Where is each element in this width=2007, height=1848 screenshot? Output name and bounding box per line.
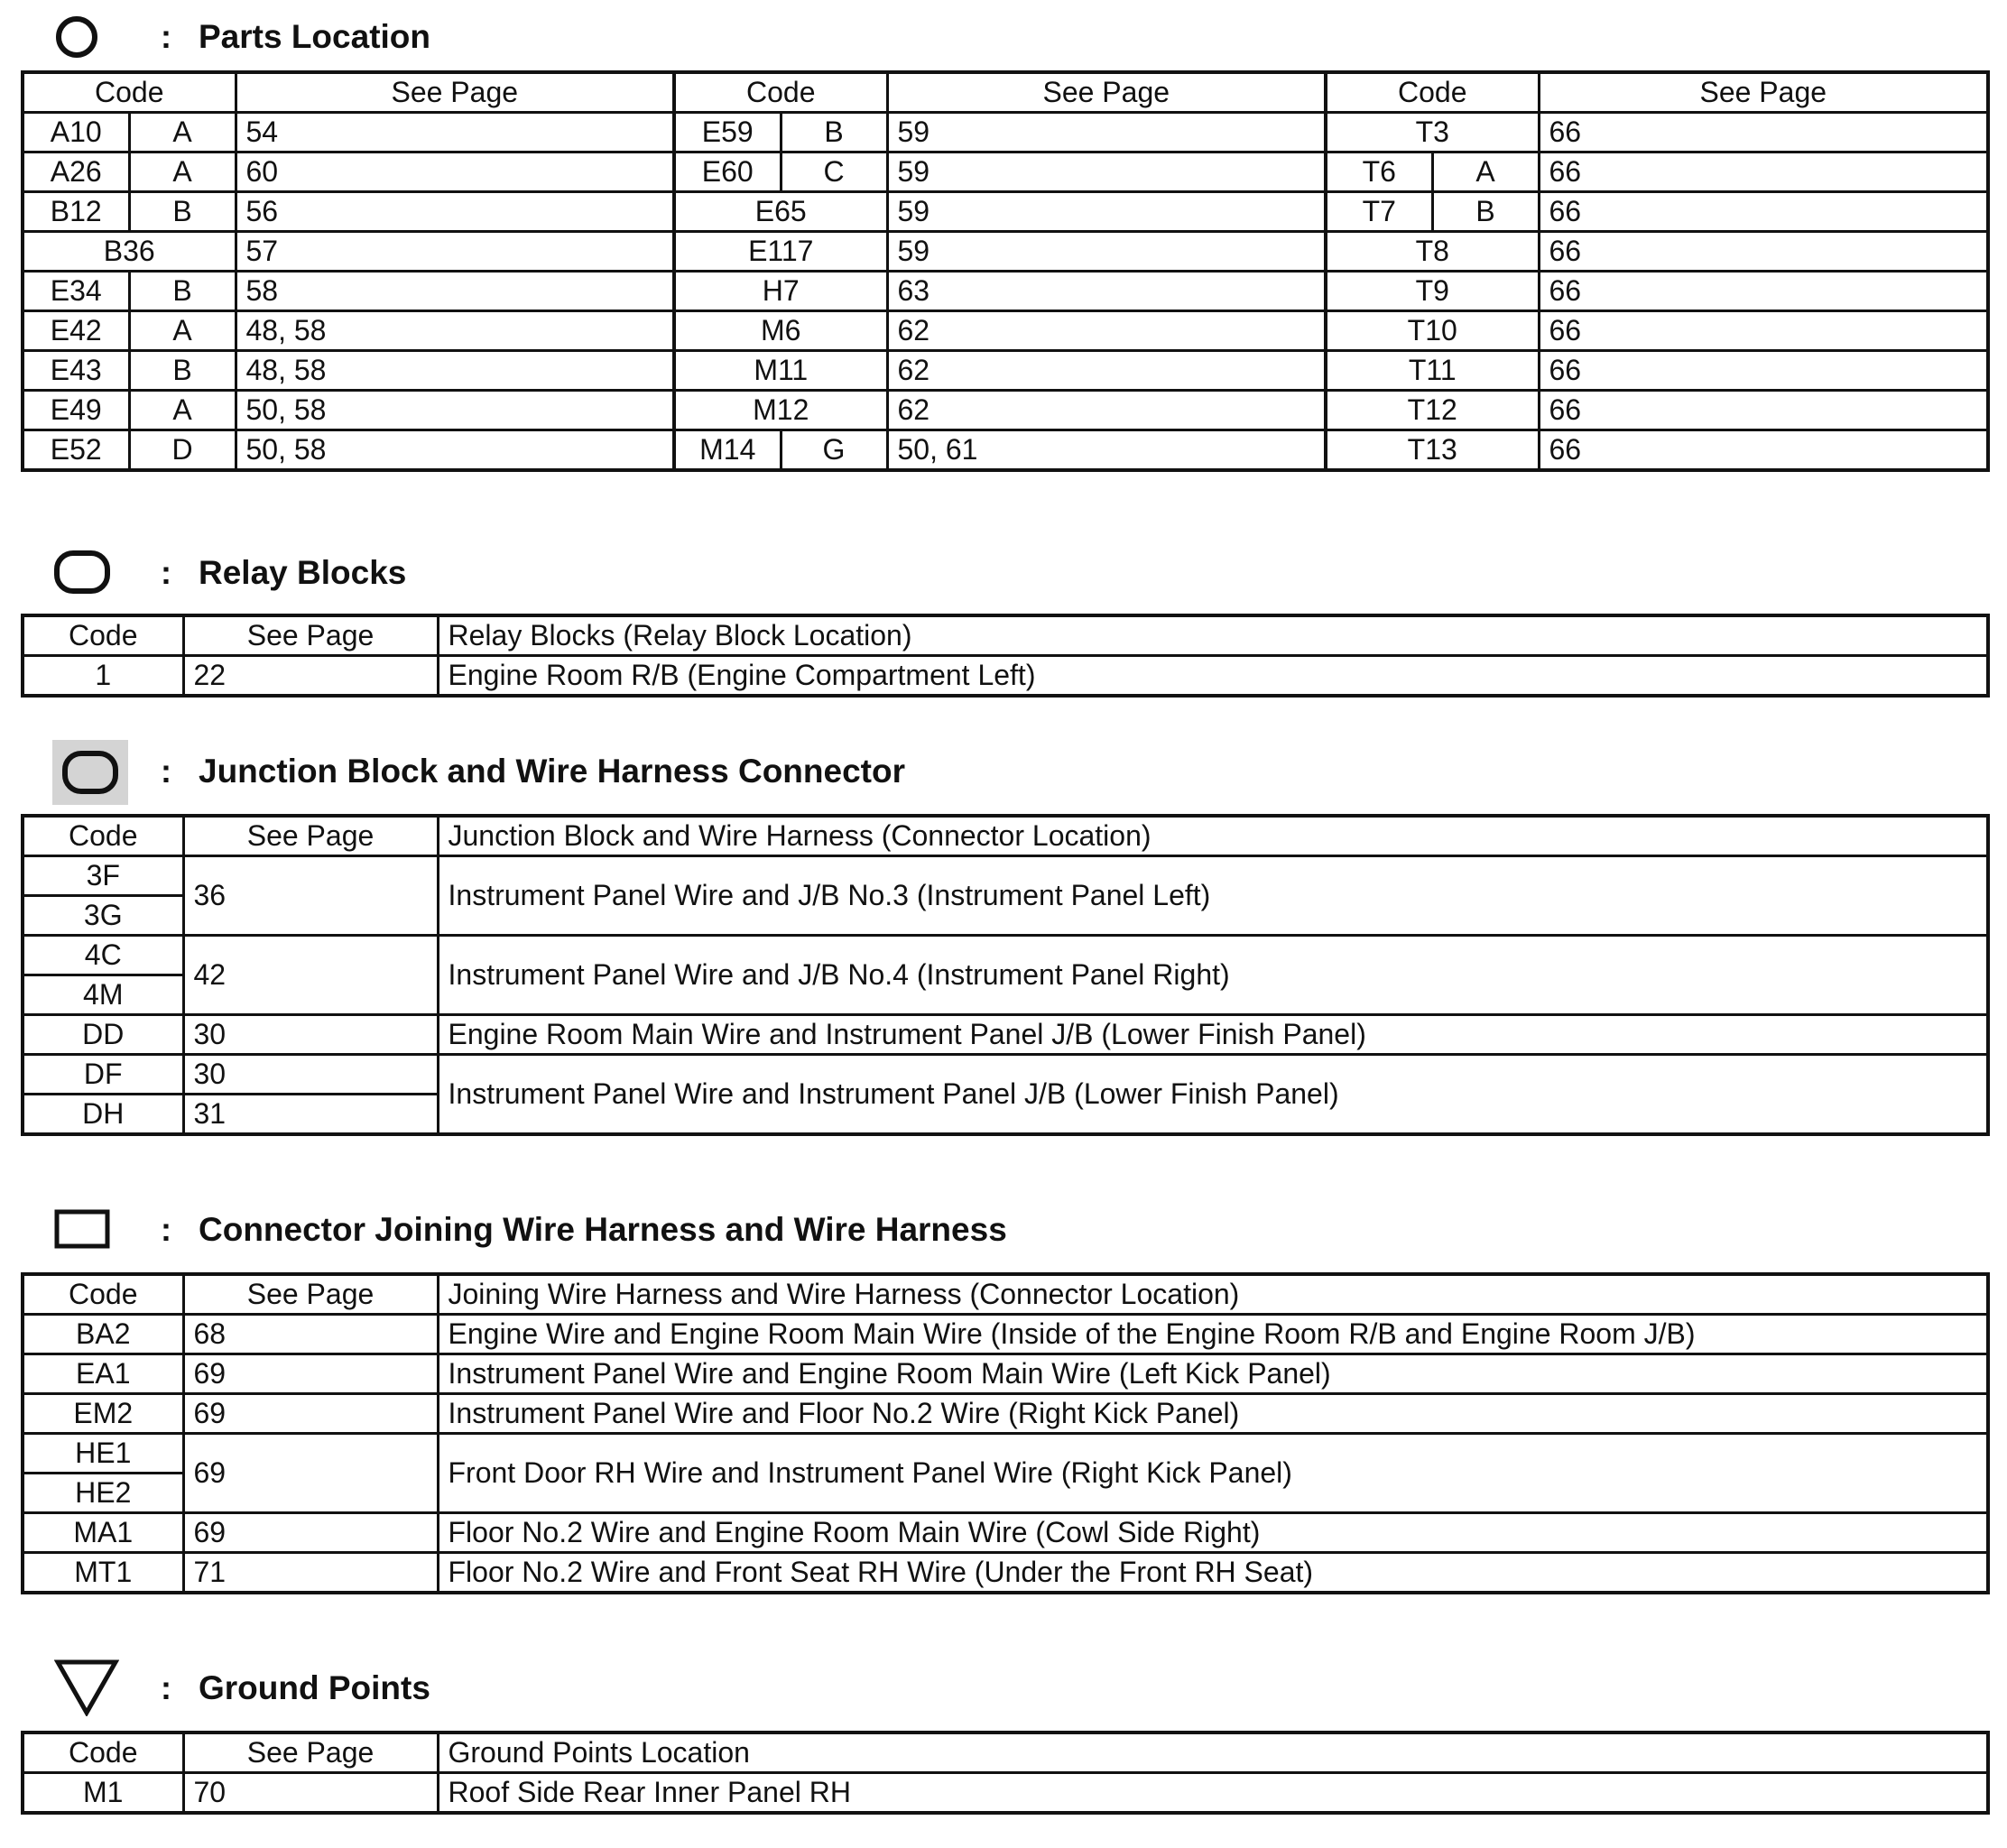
see-page-cell: 69 [183, 1513, 438, 1553]
see-page-cell: 69 [183, 1354, 438, 1394]
code-cell: 3F [23, 856, 183, 896]
location-cell: Instrument Panel Wire and Engine Room Main Wire (Left Kick Panel) [438, 1354, 1988, 1394]
column-header-see-page: See Page [183, 615, 438, 656]
code-cell: E49 [23, 391, 129, 430]
code-cell: EM2 [23, 1394, 183, 1434]
see-page-cell: 62 [887, 351, 1326, 391]
code-cell: 4M [23, 975, 183, 1015]
see-page-cell: 66 [1539, 192, 1988, 232]
see-page-cell: 59 [887, 152, 1326, 192]
see-page-cell: 54 [236, 113, 674, 152]
table-row [23, 1055, 1988, 1095]
see-page-cell: 60 [236, 152, 674, 192]
rounded-rect-icon [54, 550, 110, 594]
code-cell: M11 [674, 351, 887, 391]
code-cell: E117 [674, 232, 887, 272]
see-page-cell: 66 [1539, 430, 1988, 471]
code-cell: M6 [674, 311, 887, 351]
table-row [23, 232, 1988, 272]
column-header-code: Code [23, 816, 183, 856]
table-row [23, 391, 1988, 430]
see-page-cell: 30 [183, 1055, 438, 1095]
column-header-location: Relay Blocks (Relay Block Location) [438, 615, 1988, 656]
column-header-code: Code [1326, 72, 1539, 113]
code-cell: EA1 [23, 1354, 183, 1394]
section-title: Relay Blocks [199, 554, 407, 591]
sub-code-cell: B [129, 192, 236, 232]
column-header-code: Code [23, 1732, 183, 1773]
see-page-cell: 31 [183, 1095, 438, 1135]
location-cell: Instrument Panel Wire and Floor No.2 Wire (Right Kick Panel) [438, 1394, 1988, 1434]
code-cell: B36 [23, 232, 236, 272]
table-header-row [23, 1732, 1988, 1773]
sub-code-cell: A [1432, 152, 1539, 192]
column-header-see-page: See Page [1539, 72, 1988, 113]
see-page-cell: 66 [1539, 311, 1988, 351]
sub-code-cell: A [129, 113, 236, 152]
code-cell: T13 [1326, 430, 1539, 471]
parts-location-table [21, 70, 1990, 472]
code-cell: T8 [1326, 232, 1539, 272]
code-cell: 4C [23, 936, 183, 975]
see-page-cell: 62 [887, 311, 1326, 351]
code-cell: E42 [23, 311, 129, 351]
triangle-icon [54, 1659, 119, 1716]
see-page-cell: 69 [183, 1394, 438, 1434]
code-cell: T10 [1326, 311, 1539, 351]
code-cell: T7 [1326, 192, 1432, 232]
sub-code-cell: B [129, 351, 236, 391]
code-cell: T3 [1326, 113, 1539, 152]
code-cell: M14 [674, 430, 781, 471]
see-page-cell: 48, 58 [236, 351, 674, 391]
table-row [23, 1773, 1988, 1814]
code-cell: H7 [674, 272, 887, 311]
see-page-cell: 66 [1539, 152, 1988, 192]
table-row [23, 1015, 1988, 1055]
sub-code-cell: C [781, 152, 887, 192]
table-row [23, 1394, 1988, 1434]
table-row [23, 1354, 1988, 1394]
table-header-row [23, 1274, 1988, 1315]
code-cell: E60 [674, 152, 781, 192]
table-row [23, 272, 1988, 311]
see-page-cell: 66 [1539, 272, 1988, 311]
see-page-cell: 59 [887, 232, 1326, 272]
see-page-cell: 48, 58 [236, 311, 674, 351]
code-cell: E34 [23, 272, 129, 311]
table-row [23, 1434, 1988, 1474]
sub-code-cell: A [129, 391, 236, 430]
connector-joining-table [21, 1272, 1990, 1594]
table-row [23, 1513, 1988, 1553]
code-cell: BA2 [23, 1315, 183, 1354]
table-header-row [23, 615, 1988, 656]
sub-code-cell: G [781, 430, 887, 471]
sub-code-cell: D [129, 430, 236, 471]
sub-code-cell: A [129, 311, 236, 351]
see-page-cell: 59 [887, 192, 1326, 232]
relay-blocks-table [21, 614, 1990, 698]
see-page-cell: 59 [887, 113, 1326, 152]
see-page-cell: 58 [236, 272, 674, 311]
location-cell: Floor No.2 Wire and Engine Room Main Wire (Cowl Side Right) [438, 1513, 1988, 1553]
sub-code-cell: B [781, 113, 887, 152]
table-row [23, 113, 1988, 152]
section-title: Ground Points [199, 1669, 430, 1706]
code-cell: HE2 [23, 1474, 183, 1513]
code-cell: E65 [674, 192, 887, 232]
code-cell: DF [23, 1055, 183, 1095]
code-cell: A26 [23, 152, 129, 192]
code-cell: M12 [674, 391, 887, 430]
location-cell: Instrument Panel Wire and J/B No.3 (Instrument Panel Left) [438, 856, 1988, 936]
code-cell: HE1 [23, 1434, 183, 1474]
column-header-see-page: See Page [183, 1274, 438, 1315]
see-page-cell: 62 [887, 391, 1326, 430]
location-cell: Engine Room Main Wire and Instrument Panel J/B (Lower Finish Panel) [438, 1015, 1988, 1055]
table-row [23, 192, 1988, 232]
sub-code-cell: B [1432, 192, 1539, 232]
column-header-location: Junction Block and Wire Harness (Connector Location) [438, 816, 1988, 856]
code-cell: 3G [23, 896, 183, 936]
table-row [23, 311, 1988, 351]
location-cell: Engine Room R/B (Engine Compartment Left) [438, 656, 1988, 697]
see-page-cell: 50, 61 [887, 430, 1326, 471]
see-page-cell: 66 [1539, 351, 1988, 391]
sub-code-cell: A [129, 152, 236, 192]
see-page-cell: 66 [1539, 113, 1988, 152]
see-page-cell: 70 [183, 1773, 438, 1814]
column-header-see-page: See Page [183, 816, 438, 856]
table-header-row [23, 816, 1988, 856]
sub-code-cell: B [129, 272, 236, 311]
code-cell: E43 [23, 351, 129, 391]
code-cell: MA1 [23, 1513, 183, 1553]
see-page-cell: 57 [236, 232, 674, 272]
location-cell: Instrument Panel Wire and J/B No.4 (Instrument Panel Right) [438, 936, 1988, 1015]
column-header-code: Code [23, 72, 236, 113]
location-cell: Engine Wire and Engine Room Main Wire (Inside of the Engine Room R/B and Engine Room J/B) [438, 1315, 1988, 1354]
see-page-cell: 36 [183, 856, 438, 936]
see-page-cell: 68 [183, 1315, 438, 1354]
location-cell: Front Door RH Wire and Instrument Panel Wire (Right Kick Panel) [438, 1434, 1988, 1513]
column-header-location: Ground Points Location [438, 1732, 1988, 1773]
section-title: Parts Location [199, 18, 430, 55]
see-page-cell: 50, 58 [236, 391, 674, 430]
code-cell: T12 [1326, 391, 1539, 430]
see-page-cell: 71 [183, 1553, 438, 1594]
column-header-see-page: See Page [887, 72, 1326, 113]
column-header-see-page: See Page [183, 1732, 438, 1773]
code-cell: T11 [1326, 351, 1539, 391]
location-cell: Instrument Panel Wire and Instrument Panel J/B (Lower Finish Panel) [438, 1055, 1988, 1135]
see-page-cell: 63 [887, 272, 1326, 311]
code-cell: 1 [23, 656, 183, 697]
column-header-location: Joining Wire Harness and Wire Harness (Connector Location) [438, 1274, 1988, 1315]
column-header-code: Code [674, 72, 887, 113]
column-header-code: Code [23, 615, 183, 656]
code-cell: E52 [23, 430, 129, 471]
table-row [23, 1315, 1988, 1354]
table-header-row [23, 72, 1988, 113]
code-cell: B12 [23, 192, 129, 232]
see-page-cell: 50, 58 [236, 430, 674, 471]
code-cell: T6 [1326, 152, 1432, 192]
code-cell: MT1 [23, 1553, 183, 1594]
see-page-cell: 42 [183, 936, 438, 1015]
section-title: Connector Joining Wire Harness and Wire Harness [199, 1211, 1007, 1248]
column-header-see-page: See Page [236, 72, 674, 113]
table-row [23, 1553, 1988, 1594]
column-header-code: Code [23, 1274, 183, 1315]
location-cell: Roof Side Rear Inner Panel RH [438, 1773, 1988, 1814]
code-cell: A10 [23, 113, 129, 152]
section-title: Junction Block and Wire Harness Connector [199, 753, 905, 790]
junction-block-table [21, 814, 1990, 1136]
see-page-cell: 66 [1539, 391, 1988, 430]
see-page-cell: 30 [183, 1015, 438, 1055]
rectangle-icon [54, 1209, 110, 1249]
ground-points-table [21, 1731, 1990, 1815]
table-row [23, 430, 1988, 471]
table-row [23, 152, 1988, 192]
table-row [23, 351, 1988, 391]
code-cell: DD [23, 1015, 183, 1055]
code-cell: E59 [674, 113, 781, 152]
see-page-cell: 22 [183, 656, 438, 697]
table-row [23, 656, 1988, 697]
see-page-cell: 69 [183, 1434, 438, 1513]
circle-icon [54, 14, 99, 60]
table-row [23, 936, 1988, 975]
table-row [23, 856, 1988, 896]
code-cell: M1 [23, 1773, 183, 1814]
code-cell: T9 [1326, 272, 1539, 311]
code-cell: DH [23, 1095, 183, 1135]
shaded-rounded-rect-icon [52, 740, 128, 805]
see-page-cell: 66 [1539, 232, 1988, 272]
see-page-cell: 56 [236, 192, 674, 232]
location-cell: Floor No.2 Wire and Front Seat RH Wire (Under the Front RH Seat) [438, 1553, 1988, 1594]
